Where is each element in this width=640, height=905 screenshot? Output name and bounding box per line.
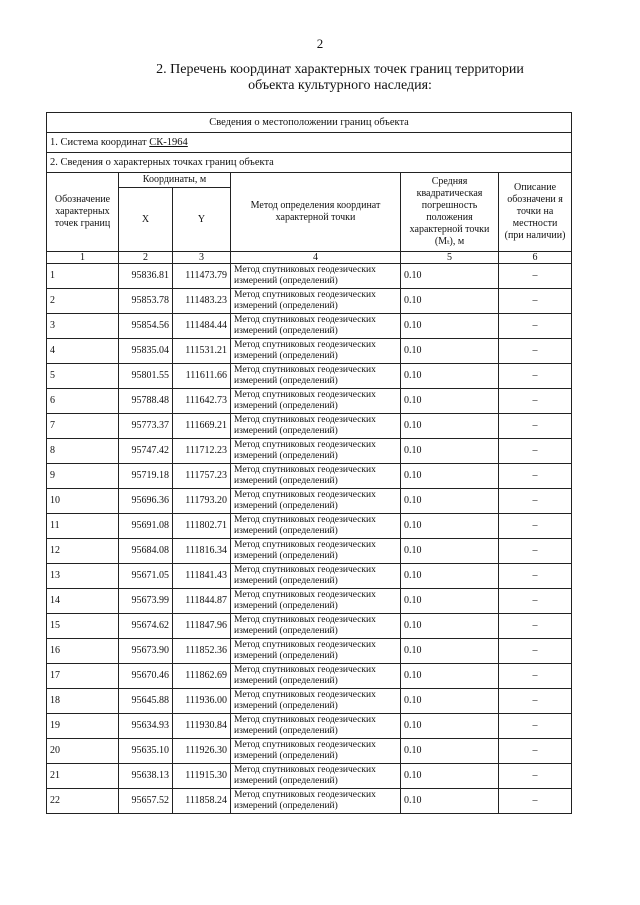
coord-x: 95684.08 <box>119 539 173 564</box>
coordinate-system-label: 1. Система координат <box>50 137 150 148</box>
method: Метод спутниковых геодезических измерений (определений) <box>231 414 401 439</box>
accuracy: 0.10 <box>401 789 499 814</box>
coord-y: 111531.21 <box>173 339 231 364</box>
accuracy: 0.10 <box>401 564 499 589</box>
point-id: 12 <box>47 539 119 564</box>
table-row <box>47 389 572 414</box>
coord-x: 95635.10 <box>119 739 173 764</box>
points-section-label: 2. Сведения о характерных точках границ объекта <box>47 153 572 173</box>
coordinate-system-row <box>47 133 572 153</box>
point-id: 7 <box>47 414 119 439</box>
description: – <box>499 364 572 389</box>
coord-y: 111669.21 <box>173 414 231 439</box>
point-id: 16 <box>47 639 119 664</box>
description: – <box>499 339 572 364</box>
col-desc-header: Описание обозначени я точки на местности (при наличии) <box>499 173 572 252</box>
table-row <box>47 264 572 289</box>
description: – <box>499 739 572 764</box>
coord-x: 95835.04 <box>119 339 173 364</box>
description: – <box>499 689 572 714</box>
coord-x: 95719.18 <box>119 464 173 489</box>
point-id: 17 <box>47 664 119 689</box>
table-row <box>47 564 572 589</box>
coord-y: 111841.43 <box>173 564 231 589</box>
coord-y: 111611.66 <box>173 364 231 389</box>
coord-x: 95691.08 <box>119 514 173 539</box>
point-id: 13 <box>47 564 119 589</box>
col-number: 1 <box>47 252 119 264</box>
method: Метод спутниковых геодезических измерений (определений) <box>231 689 401 714</box>
coord-y: 111844.87 <box>173 589 231 614</box>
coord-y: 111926.30 <box>173 739 231 764</box>
coord-x: 95801.55 <box>119 364 173 389</box>
table-row <box>47 689 572 714</box>
description: – <box>499 789 572 814</box>
method: Метод спутниковых геодезических измерений (определений) <box>231 264 401 289</box>
accuracy: 0.10 <box>401 364 499 389</box>
description: – <box>499 589 572 614</box>
coord-x: 95696.36 <box>119 489 173 514</box>
point-id: 2 <box>47 289 119 314</box>
table-row <box>47 764 572 789</box>
table-row <box>47 539 572 564</box>
point-id: 18 <box>47 689 119 714</box>
accuracy: 0.10 <box>401 289 499 314</box>
coord-x: 95671.05 <box>119 564 173 589</box>
description: – <box>499 714 572 739</box>
page-title-line1: 2. Перечень координат характерных точек границ территории <box>156 62 524 77</box>
coord-y: 111757.23 <box>173 464 231 489</box>
col-number: 5 <box>401 252 499 264</box>
table-row <box>47 339 572 364</box>
method: Метод спутниковых геодезических измерений (определений) <box>231 464 401 489</box>
coord-x: 95638.13 <box>119 764 173 789</box>
coordinate-system-value: СК-1964 <box>149 137 188 148</box>
coord-y: 111915.30 <box>173 764 231 789</box>
description: – <box>499 539 572 564</box>
accuracy: 0.10 <box>401 664 499 689</box>
accuracy: 0.10 <box>401 614 499 639</box>
coord-y: 111483.23 <box>173 289 231 314</box>
description: – <box>499 439 572 464</box>
coord-x: 95645.88 <box>119 689 173 714</box>
method: Метод спутниковых геодезических измерений (определений) <box>231 789 401 814</box>
coord-x: 95747.42 <box>119 439 173 464</box>
coord-y: 111802.71 <box>173 514 231 539</box>
accuracy: 0.10 <box>401 589 499 614</box>
coord-y: 111858.24 <box>173 789 231 814</box>
coord-y: 111852.36 <box>173 639 231 664</box>
coord-x: 95670.46 <box>119 664 173 689</box>
point-id: 11 <box>47 514 119 539</box>
method: Метод спутниковых геодезических измерений (определений) <box>231 389 401 414</box>
accuracy: 0.10 <box>401 464 499 489</box>
method: Метод спутниковых геодезических измерений (определений) <box>231 714 401 739</box>
description: – <box>499 664 572 689</box>
table-row <box>47 664 572 689</box>
point-id: 20 <box>47 739 119 764</box>
accuracy: 0.10 <box>401 439 499 464</box>
point-id: 6 <box>47 389 119 414</box>
accuracy: 0.10 <box>401 714 499 739</box>
point-id: 15 <box>47 614 119 639</box>
coord-x: 95673.99 <box>119 589 173 614</box>
coord-y: 111484.44 <box>173 314 231 339</box>
accuracy: 0.10 <box>401 539 499 564</box>
coord-y: 111930.84 <box>173 714 231 739</box>
accuracy: 0.10 <box>401 639 499 664</box>
col-x-header: X <box>119 188 173 252</box>
point-id: 1 <box>47 264 119 289</box>
table-row <box>47 614 572 639</box>
accuracy: 0.10 <box>401 264 499 289</box>
point-id: 9 <box>47 464 119 489</box>
accuracy: 0.10 <box>401 389 499 414</box>
table-row <box>47 414 572 439</box>
table-row <box>47 439 572 464</box>
coord-y: 111712.23 <box>173 439 231 464</box>
point-id: 22 <box>47 789 119 814</box>
accuracy: 0.10 <box>401 739 499 764</box>
point-id: 21 <box>47 764 119 789</box>
method: Метод спутниковых геодезических измерений (определений) <box>231 364 401 389</box>
method: Метод спутниковых геодезических измерений (определений) <box>231 564 401 589</box>
coord-y: 111936.00 <box>173 689 231 714</box>
col-number: 4 <box>231 252 401 264</box>
accuracy: 0.10 <box>401 489 499 514</box>
method: Метод спутниковых геодезических измерений (определений) <box>231 639 401 664</box>
point-id: 5 <box>47 364 119 389</box>
table-row <box>47 739 572 764</box>
coord-x: 95674.62 <box>119 614 173 639</box>
point-id: 8 <box>47 439 119 464</box>
coord-y: 111642.73 <box>173 389 231 414</box>
table-row <box>47 789 572 814</box>
table-row <box>47 639 572 664</box>
description: – <box>499 489 572 514</box>
point-id: 4 <box>47 339 119 364</box>
coord-y: 111847.96 <box>173 614 231 639</box>
description: – <box>499 264 572 289</box>
accuracy: 0.10 <box>401 764 499 789</box>
table-row <box>47 314 572 339</box>
coord-x: 95673.90 <box>119 639 173 664</box>
accuracy: 0.10 <box>401 339 499 364</box>
page-title-line2: объекта культурного наследия: <box>248 78 432 93</box>
col-number: 6 <box>499 252 572 264</box>
table-row <box>47 714 572 739</box>
coord-y: 111473.79 <box>173 264 231 289</box>
description: – <box>499 564 572 589</box>
accuracy: 0.10 <box>401 414 499 439</box>
page-number: 2 <box>316 36 324 51</box>
method: Метод спутниковых геодезических измерений (определений) <box>231 539 401 564</box>
point-id: 19 <box>47 714 119 739</box>
method: Метод спутниковых геодезических измерений (определений) <box>231 589 401 614</box>
coord-y: 111816.34 <box>173 539 231 564</box>
coord-y: 111862.69 <box>173 664 231 689</box>
accuracy: 0.10 <box>401 314 499 339</box>
method: Метод спутниковых геодезических измерений (определений) <box>231 514 401 539</box>
table-row <box>47 464 572 489</box>
method: Метод спутниковых геодезических измерений (определений) <box>231 739 401 764</box>
description: – <box>499 389 572 414</box>
method: Метод спутниковых геодезических измерений (определений) <box>231 614 401 639</box>
col-number: 3 <box>173 252 231 264</box>
description: – <box>499 514 572 539</box>
description: – <box>499 314 572 339</box>
col-coords-header: Координаты, м <box>119 173 231 188</box>
col-y-header: Y <box>173 188 231 252</box>
method: Метод спутниковых геодезических измерений (определений) <box>231 489 401 514</box>
coord-x: 95788.48 <box>119 389 173 414</box>
coord-y: 111793.20 <box>173 489 231 514</box>
col-method-header: Метод определения координат характерной точки <box>231 173 401 252</box>
point-id: 10 <box>47 489 119 514</box>
coord-x: 95853.78 <box>119 289 173 314</box>
table-row <box>47 489 572 514</box>
point-id: 14 <box>47 589 119 614</box>
table-row <box>47 364 572 389</box>
description: – <box>499 614 572 639</box>
table-row <box>47 589 572 614</box>
table-row <box>47 289 572 314</box>
coord-x: 95657.52 <box>119 789 173 814</box>
method: Метод спутниковых геодезических измерений (определений) <box>231 664 401 689</box>
col-point-header: Обозначение характерных точек границ <box>47 173 119 252</box>
accuracy: 0.10 <box>401 689 499 714</box>
accuracy: 0.10 <box>401 514 499 539</box>
page-title <box>120 62 560 94</box>
description: – <box>499 639 572 664</box>
table-row <box>47 514 572 539</box>
col-number: 2 <box>119 252 173 264</box>
coord-x: 95836.81 <box>119 264 173 289</box>
description: – <box>499 764 572 789</box>
method: Метод спутниковых геодезических измерений (определений) <box>231 439 401 464</box>
point-id: 3 <box>47 314 119 339</box>
method: Метод спутниковых геодезических измерений (определений) <box>231 289 401 314</box>
description: – <box>499 464 572 489</box>
coord-x: 95854.56 <box>119 314 173 339</box>
description: – <box>499 289 572 314</box>
method: Метод спутниковых геодезических измерений (определений) <box>231 339 401 364</box>
method: Метод спутниковых геодезических измерений (определений) <box>231 314 401 339</box>
coord-x: 95773.37 <box>119 414 173 439</box>
col-accuracy-header: Средняя квадратическая погрешность положения характерной точки (Mₜ), м <box>401 173 499 252</box>
method: Метод спутниковых геодезических измерений (определений) <box>231 764 401 789</box>
table-header: Сведения о местоположении границ объекта <box>47 113 572 133</box>
description: – <box>499 414 572 439</box>
coord-x: 95634.93 <box>119 714 173 739</box>
coordinates-table <box>46 112 572 814</box>
